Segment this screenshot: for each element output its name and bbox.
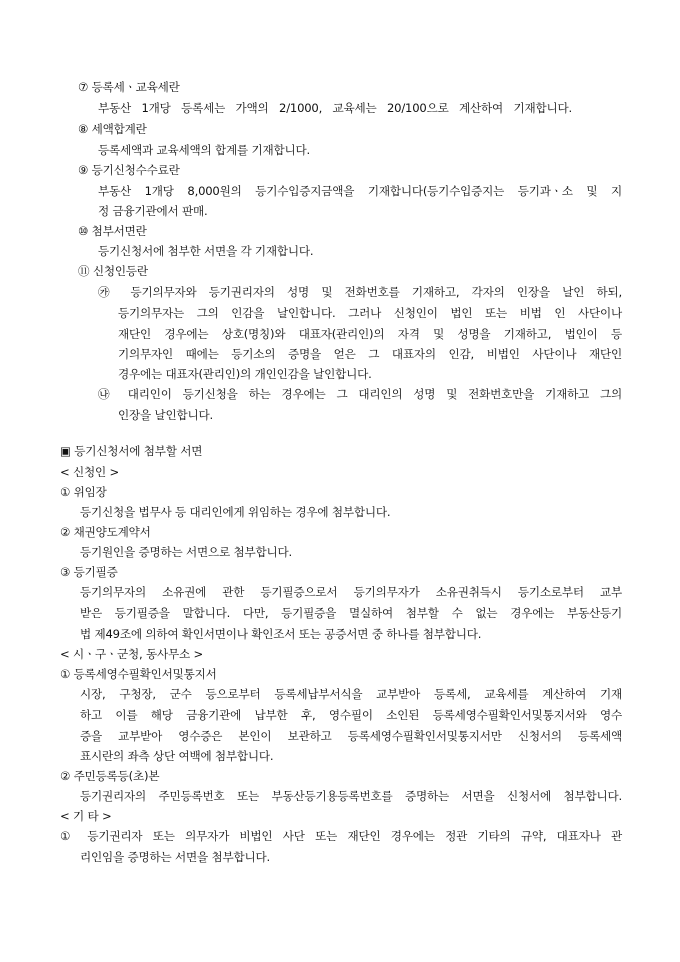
city-section-label: < 시ㆍ구ㆍ군청, 동사무소 > — [60, 647, 203, 661]
applicant-section-label: < 신청인 > — [60, 465, 119, 479]
city-item1-body-line: 증을 교부받아 영수증은 본인이 보관하고 등록세영수필확인서및통지서만 신청서의 등록세액 — [80, 729, 622, 743]
city-item2-title: ② 주민등록등(초)본 — [60, 769, 160, 783]
item11-sub-a-line: 재단인 경우에는 상호(명칭)와 대표자(관리인)의 자격 및 성명을 기재하고, 법인이 등 — [118, 327, 622, 341]
item7-body-line: 부동산 1개당 등록세는 가액의 2/1000, 교육세는 20/100으로 계산하여 기재합니다. — [98, 101, 572, 115]
applicant-item3-body-line: 등기의무자의 소유권에 관한 등기필증으로서 등기의무자가 소유권취득시 등기소로부터 교부 — [80, 585, 622, 599]
applicant-item1-title: ① 위임장 — [60, 485, 107, 499]
other-section-label: < 기 타 > — [60, 809, 112, 823]
applicant-item1-body-line: 등기신청을 법무사 등 대리인에게 위임하는 경우에 첨부합니다. — [80, 505, 391, 519]
other-item1-body-line: 리인임을 증명하는 서면을 첨부합니다. — [80, 850, 270, 864]
attachments-heading: ▣ 등기신청서에 첨부할 서면 — [60, 444, 203, 458]
applicant-item3-body-line: 법 제49조에 의하여 확인서면이나 확인조서 또는 공증서면 중 하나를 첨부합니다. — [80, 627, 482, 641]
applicant-item2-title: ② 채권양도계약서 — [60, 525, 151, 539]
city-item1-title: ① 등록세영수필확인서및통지서 — [60, 667, 217, 681]
item8-body-line: 등록세액과 교육세액의 합계를 기재합니다. — [98, 143, 310, 157]
item11-sub-a-line: ㉮ 등기의무자와 등기권리자의 성명 및 전화번호를 기재하고, 각자의 인장을 날인 하되, — [98, 285, 622, 299]
item7-title: ⑦ 등록세ㆍ교육세란 — [78, 80, 180, 94]
city-item1-body-line: 표시란의 좌측 상단 여백에 첨부합니다. — [80, 749, 274, 763]
item11-sub-b-line: ㉯ 대리인이 등기신청을 하는 경우에는 그 대리인의 성명 및 전화번호만을 기재하고 그의 — [98, 387, 622, 401]
city-item1-body-line: 하고 이를 해당 금융기관에 납부한 후, 영수필이 소인된 등록세영수필확인서및통지서와 영수 — [80, 708, 622, 722]
item11-sub-b-line: 인장을 날인합니다. — [118, 408, 213, 422]
applicant-item3-title: ③ 등기필증 — [60, 565, 118, 579]
item11-title: ⑪ 신청인등란 — [78, 264, 148, 278]
item11-sub-a-line: 등기의무자는 그의 인감을 날인합니다. 그러나 신청인이 법인 또는 비법 인 사단이나 — [118, 306, 622, 320]
city-item1-body-line: 시장, 구청장, 군수 등으로부터 등록세납부서식을 교부받아 등록세, 교육세를 계산하여 기재 — [80, 687, 622, 701]
item10-body-line: 등기신청서에 첨부한 서면을 각 기재합니다. — [98, 244, 314, 258]
applicant-item3-body-line: 받은 등기필증을 말합니다. 다만, 등기필증을 멸실하여 첨부할 수 없는 경우에는 부동산등기 — [80, 606, 622, 620]
item11-sub-a-line: 기의무자인 때에는 등기소의 증명을 얻은 그 대표자의 인감, 비법인 사단이나 재단인 — [118, 347, 622, 361]
item9-body-line: 정 금융기관에서 판매. — [98, 204, 208, 218]
item9-body-line: 부동산 1개당 8,000원의 등기수입증지금액을 기재합니다(등기수입증지는 등기과ㆍ소 및 지 — [98, 184, 622, 198]
item10-title: ⑩ 첨부서면란 — [78, 224, 147, 238]
item11-sub-a-line: 경우에는 대표자(관리인)의 개인인감을 날인합니다. — [118, 367, 372, 381]
applicant-item2-body-line: 등기원인을 증명하는 서면으로 첨부합니다. — [80, 545, 292, 559]
other-item1-body-line: ① 등기권리자 또는 의무자가 비법인 사단 또는 재단인 경우에는 정관 기타의 규약, 대표자나 관 — [60, 829, 622, 843]
item8-title: ⑧ 세액합계란 — [78, 122, 147, 136]
city-item2-body-line: 등기권리자의 주민등록번호 또는 부동산등기용등록번호를 증명하는 서면을 신청서에 첨부합니다. — [80, 789, 622, 803]
item9-title: ⑨ 등기신청수수료란 — [78, 163, 180, 177]
